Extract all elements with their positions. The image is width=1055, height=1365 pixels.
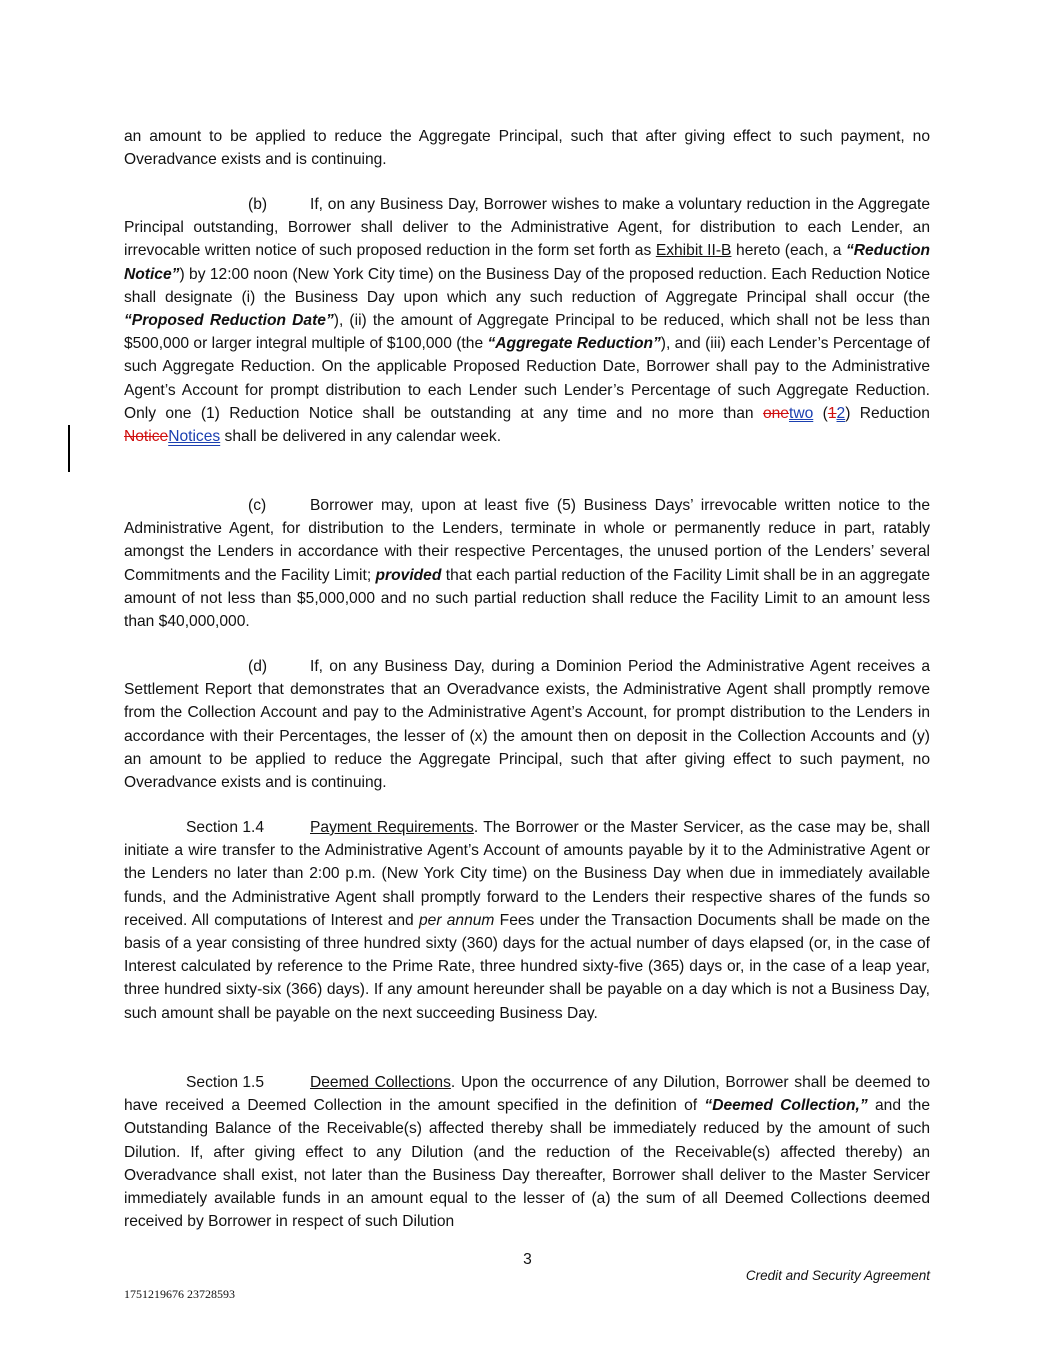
paragraph-continuation: an amount to be applied to reduce the Aggregate Principal, such that after giving effect to such payment, no Overadvance exists and is continuing. bbox=[124, 128, 930, 169]
paragraph-c: (c) Borrower may, upon at least five (5) Business Days’ irrevocable written notice to the Administrative Agent, for distribution to the Lenders, terminate in whole or permanently reduce in part, ratably amongst the Lenders in accordance with their respective Percentages, the unused portion of the Lenders’ several Commitments and the Facility Limit; provided that each partial reduction of the Facility Limit shall be in an aggregate amount of not less than $5,000,000 and no such partial reduction shall reduce the Facility Limit to an amount less than $40,000,000. bbox=[124, 494, 930, 633]
defined-term-deemed-collection: “Deemed Collection,” bbox=[704, 1097, 868, 1115]
defined-term-aggregate-reduction: “Aggregate Reduction” bbox=[487, 335, 661, 353]
revision-change-bar bbox=[68, 425, 70, 472]
section-1-5-heading: Deemed Collections bbox=[310, 1074, 451, 1091]
inserted-text: 2 bbox=[836, 404, 846, 422]
footer-document-id: 1751219676 23728593 bbox=[124, 1287, 235, 1301]
defined-term-reduction-notice: “Reduction Notice” bbox=[124, 242, 930, 283]
section-1-4-heading: Payment Requirements bbox=[310, 819, 474, 836]
section-1-4-label: Section 1.4 bbox=[186, 819, 265, 836]
section-1-5: Section 1.5 Deemed Collections. Upon the occurrence of any Dilution, Borrower shall be deemed to have received a Deemed Collection in the amount specified in the definition of “Deemed Collection,” and the Outstanding Balance of the Receivable(s) affected thereby shall be immediately reduced by the amount of such Dilution. If, after giving effect to any Dilution (and the reduction of the Receivable(s) affected thereby) an Overadvance shall exist, not later than the Business Day thereafter, Borrower shall deliver to the Master Servicer immediately available funds in an amount equal to the lesser of (a) the sum of all Deemed Collections deemed received by Borrower in respect of such Dilution bbox=[124, 1071, 930, 1233]
page-number: 3 bbox=[523, 1251, 532, 1268]
paragraph-b: (b) If, on any Business Day, Borrower wishes to make a voluntary reduction in the Aggregate Principal outstanding, Borrower shall deliver to the Administrative Agent, for distribution to each Lender, an irrevocable written notice of such proposed reduction in the form set forth as Exhibit II-B hereto (each, a “Reduction Notice”) by 12:00 noon (New York City time) on the Business Day of the proposed reduction. Each Reduction Notice shall designate (i) the Business Day upon which any such reduction of Aggregate Principal shall occur (the “Proposed Reduction Date”), (ii) the amount of Aggregate Principal to be reduced, which shall not be less than $500,000 or larger integral multiple of $100,000 (the “Aggregate Reduction”), and (iii) each Lender’s Percentage of such Aggregate Reduction. On the applicable Proposed Reduction Date, Borrower shall pay to the Administrative Agent’s Account for prompt distribution to each Lender such Lender’s Percentage of such Aggregate Reduction. Only one (1) Reduction Notice shall be outstanding at any time and no more than onetwo (12) Reduction NoticeNotices shall be delivered in any calendar week. bbox=[124, 193, 930, 448]
per-annum-term: per annum bbox=[418, 911, 495, 929]
footer-document-title: Credit and Security Agreement bbox=[745, 1268, 930, 1283]
section-1-5-label: Section 1.5 bbox=[186, 1074, 265, 1091]
deleted-text: one bbox=[762, 404, 789, 422]
deleted-text: 1 bbox=[827, 404, 837, 422]
provided-term: provided bbox=[375, 566, 442, 584]
deleted-text: Notice bbox=[124, 428, 169, 446]
exhibit-reference: Exhibit II-B bbox=[655, 242, 732, 260]
paragraph-d-label: (d) bbox=[248, 658, 268, 675]
paragraph-d: (d) If, on any Business Day, during a Dominion Period the Administrative Agent receives a Settlement Report that demonstrates that an Overadvance exists, the Administrative Agent shall promptly remove from the Collection Account and pay to the Administrative Agent’s Account, for prompt distribution to the Lenders in accordance with their Percentages, the lesser of (x) the amount then on deposit in the Collection Accounts and (y) an amount to be applied to reduce the Aggregate Principal, such that after giving effect to such payment, no Overadvance exists and is continuing. bbox=[124, 655, 930, 794]
paragraph-b-label: (b) bbox=[248, 196, 268, 213]
paragraph-c-label: (c) bbox=[248, 497, 267, 514]
inserted-text: Notices bbox=[168, 428, 221, 446]
inserted-text: two bbox=[788, 404, 814, 422]
section-1-4: Section 1.4 Payment Requirements. The Borrower or the Master Servicer, as the case may be, shall initiate a wire transfer to the Administrative Agent’s Account of amounts payable by it to the Administrative Agent or the Lenders no later than 2:00 p.m. (New York City time) on the Business Day when due in immediately available funds, and the Administrative Agent shall promptly forward to the Lenders their respective shares of the funds so received. All computations of Interest and per annum Fees under the Transaction Documents shall be made on the basis of a year consisting of three hundred sixty (360) days for the actual number of days elapsed (or, in the case of Interest calculated by reference to the Prime Rate, three hundred sixty-five (365) days or, in the case of a leap year, three hundred sixty-six (366) days). If any amount hereunder shall be payable on a day which is not a Business Day, such amount shall be payable on the next succeeding Business Day. bbox=[124, 816, 930, 1025]
defined-term-proposed-reduction-date: “Proposed Reduction Date” bbox=[124, 312, 334, 330]
